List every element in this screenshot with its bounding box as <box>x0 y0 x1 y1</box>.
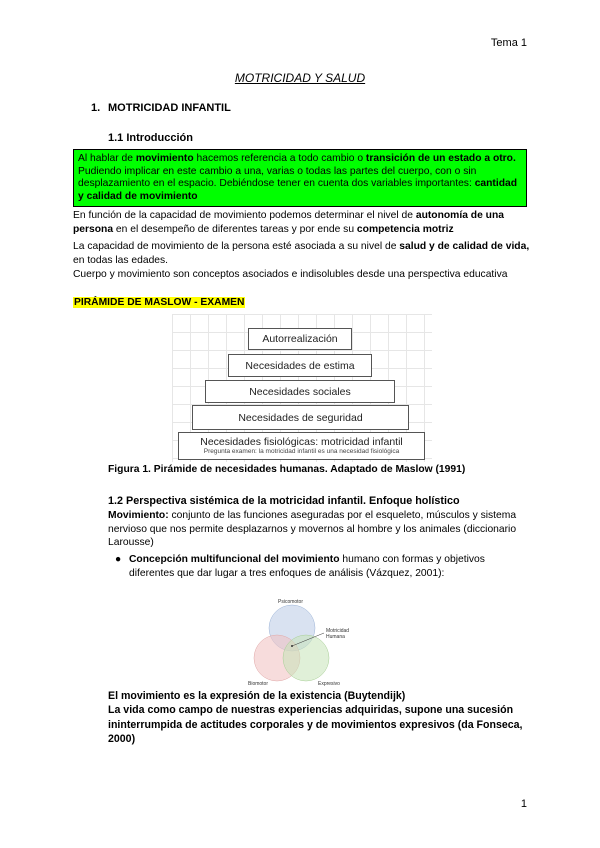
quote-buytendijk: El movimiento es la expresión de la existencia (Buytendijk) <box>108 690 406 702</box>
text-run: Pudiendo implicar en este cambio a una, varias o todas las partes del cuerpo, con o sin desplazamiento en el espacio. Debiéndose tener en cuenta dos variables importantes: <box>78 165 477 190</box>
pyramid-tier-self-actualization: Autorrealización <box>248 328 352 350</box>
section-heading-1 <box>91 102 231 114</box>
venn-label-center-line2: Humana <box>326 634 345 640</box>
section-number: 1. <box>91 102 101 114</box>
definition-box <box>73 149 527 207</box>
pyramid-tier-safety: Necesidades de seguridad <box>192 405 409 430</box>
text-run: En función de la capacidad de movimiento podemos determinar el nivel de <box>73 210 416 221</box>
venn-label-biomotor: Biomotor <box>248 681 269 687</box>
bold-run: movimiento <box>135 153 194 164</box>
highlighted-heading: PIRÁMIDE DE MASLOW - EXAMEN <box>74 297 245 308</box>
bold-run: salud y de calidad de vida, <box>399 241 530 252</box>
venn-pointer-dot <box>291 645 293 647</box>
pyramid-tier-physiological <box>178 432 425 460</box>
venn-label-expressive: Expresivo <box>318 681 340 687</box>
bullet-dot-icon: ● <box>115 554 122 565</box>
paragraph-body-movement: Cuerpo y movimiento son conceptos asociados e indisolubles desde una perspectiva educativa <box>73 269 508 280</box>
venn-label-psychomotor: Psicomotor <box>278 599 304 605</box>
page-number: 1 <box>520 798 527 810</box>
bold-run: competencia motriz <box>356 223 454 235</box>
maslow-pyramid-figure <box>172 314 432 462</box>
movement-definition <box>108 509 528 550</box>
figure-caption: Figura 1. Pirámide de necesidades humanas. Adaptado de Maslow (1991) <box>108 464 466 475</box>
paragraph-autonomy <box>73 209 533 236</box>
pyramid-exam-note: Pregunta examen: la motricidad infantil es una necesidad fisiológica <box>203 448 400 455</box>
subsection-heading-1-2: 1.2 Perspectiva sistémica de la motricidad infantil. Enfoque holístico <box>108 495 460 507</box>
bold-run: transición de un estado a otro. <box>365 153 516 164</box>
venn-circle-expressive <box>283 635 329 681</box>
text-run: Al hablar de <box>78 153 136 164</box>
header-topic: Tema 1 <box>490 37 527 49</box>
bold-run: Concepción multifuncional del movimiento <box>129 554 340 565</box>
pyramid-tier-label: Necesidades fisiológicas: motricidad infantil <box>200 436 403 448</box>
venn-label-center-line1: Motricidad <box>326 628 350 634</box>
quote-da-fonseca: La vida como campo de nuestras experiencias adquiridas, supone una sucesión ininterrumpida de actitudes corporales y de movimientos expresivos (da Fonseca, 2000) <box>108 704 523 745</box>
text-run: conjunto de las funciones aseguradas por el esqueleto, músculos y sistema nervioso que nos permite desplazarnos y movernos al hombre y los animales (diccionario Larousse) <box>108 510 517 548</box>
pyramid-tier-esteem: Necesidades de estima <box>228 354 372 377</box>
venn-diagram <box>240 597 370 687</box>
text-run: La capacidad de movimiento de la persona esté asociada a su nivel de <box>73 241 400 252</box>
document-title: MOTRICIDAD Y SALUD <box>234 71 366 85</box>
text-run: en el desempeño de diferentes tareas y por ende su <box>113 223 357 235</box>
bold-run: cantidad y calidad de movimiento <box>78 178 518 203</box>
text-run: en todas las edades. <box>73 254 169 266</box>
bold-run: Movimiento: <box>108 510 169 521</box>
bullet-item <box>115 553 529 580</box>
section-title: MOTRICIDAD INFANTIL <box>108 102 231 114</box>
text-run: humano con formas y objetivos diferentes que dar lugar a tres enfoques de análisis (Vázquez, 2001): <box>129 554 485 579</box>
subsection-heading-1-1: 1.1 Introducción <box>108 132 193 144</box>
pyramid-tier-social: Necesidades sociales <box>205 380 395 403</box>
quote-block <box>108 689 538 746</box>
bold-run: autonomía de una persona <box>73 210 504 235</box>
text-run: hacemos referencia a todo cambio o <box>193 153 366 164</box>
paragraph-health <box>73 240 533 267</box>
